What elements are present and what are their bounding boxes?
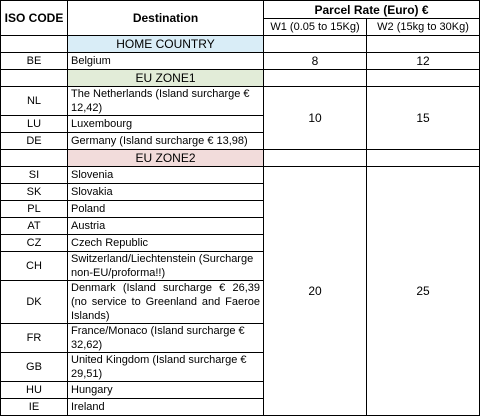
zone-spacer: [264, 150, 367, 167]
parcel-rate-header: Parcel Rate (Euro) €: [264, 1, 480, 19]
header-row: [1, 1, 480, 19]
iso-code-cell: LU: [1, 116, 68, 133]
iso-code-header: ISO CODE: [1, 1, 68, 36]
destination-cell: Slovenia: [68, 167, 264, 184]
zone-spacer: [367, 150, 480, 167]
zone-spacer: [264, 70, 367, 87]
iso-code-cell: FR: [1, 324, 68, 353]
w2-rate-cell: 12: [367, 53, 480, 70]
destination-cell: Denmark (Island surcharge € 26,39 (no service to Greenland and Faeroe Islands): [68, 281, 264, 324]
iso-code-cell: BE: [1, 53, 68, 70]
zone-spacer: [1, 36, 68, 53]
destination-cell: Poland: [68, 201, 264, 218]
destination-cell: Ireland: [68, 399, 264, 416]
iso-code-cell: AT: [1, 218, 68, 235]
zone-spacer: [264, 36, 367, 53]
table-row: [1, 167, 480, 184]
w1-rate-cell: 10: [264, 87, 367, 150]
iso-code-cell: HU: [1, 382, 68, 399]
zone-spacer: [367, 36, 480, 53]
zone-spacer: [1, 150, 68, 167]
destination-cell: United Kingdom (Island surcharge € 29,51): [68, 353, 264, 382]
iso-code-cell: CZ: [1, 235, 68, 252]
zone-spacer: [367, 70, 480, 87]
zone-label-eu1: EU ZONE1: [68, 70, 264, 87]
zone-row-home: [1, 36, 480, 53]
zone-row-eu2: [1, 150, 480, 167]
destination-cell: Belgium: [68, 53, 264, 70]
w2-rate-cell: 25: [367, 167, 480, 416]
iso-code-cell: GB: [1, 353, 68, 382]
zone-label-home: HOME COUNTRY: [68, 36, 264, 53]
destination-cell: Germany (Island surcharge € 13,98): [68, 133, 264, 150]
destination-cell: France/Monaco (Island surcharge € 32,62): [68, 324, 264, 353]
destination-cell: Luxembourg: [68, 116, 264, 133]
w1-rate-cell: 8: [264, 53, 367, 70]
w1-rate-cell: 20: [264, 167, 367, 416]
destination-cell: Czech Republic: [68, 235, 264, 252]
iso-code-cell: CH: [1, 252, 68, 281]
destination-cell: Slovakia: [68, 184, 264, 201]
table-row: [1, 87, 480, 116]
w2-header: W2 (15kg to 30Kg): [367, 19, 480, 36]
table-row: [1, 53, 480, 70]
w1-header: W1 (0.05 to 15Kg): [264, 19, 367, 36]
iso-code-cell: DK: [1, 281, 68, 324]
iso-code-cell: IE: [1, 399, 68, 416]
zone-label-eu2: EU ZONE2: [68, 150, 264, 167]
destination-cell: Hungary: [68, 382, 264, 399]
zone-row-eu1: [1, 70, 480, 87]
destination-cell: The Netherlands (Island surcharge € 12,42): [68, 87, 264, 116]
iso-code-cell: NL: [1, 87, 68, 116]
zone-spacer: [1, 70, 68, 87]
destination-header: Destination: [68, 1, 264, 36]
iso-code-cell: SK: [1, 184, 68, 201]
w2-rate-cell: 15: [367, 87, 480, 150]
iso-code-cell: PL: [1, 201, 68, 218]
destination-cell: Switzerland/Liechtenstein (Surcharge non-EU/proforma!!): [68, 252, 264, 281]
destination-cell: Austria: [68, 218, 264, 235]
iso-code-cell: DE: [1, 133, 68, 150]
iso-code-cell: SI: [1, 167, 68, 184]
